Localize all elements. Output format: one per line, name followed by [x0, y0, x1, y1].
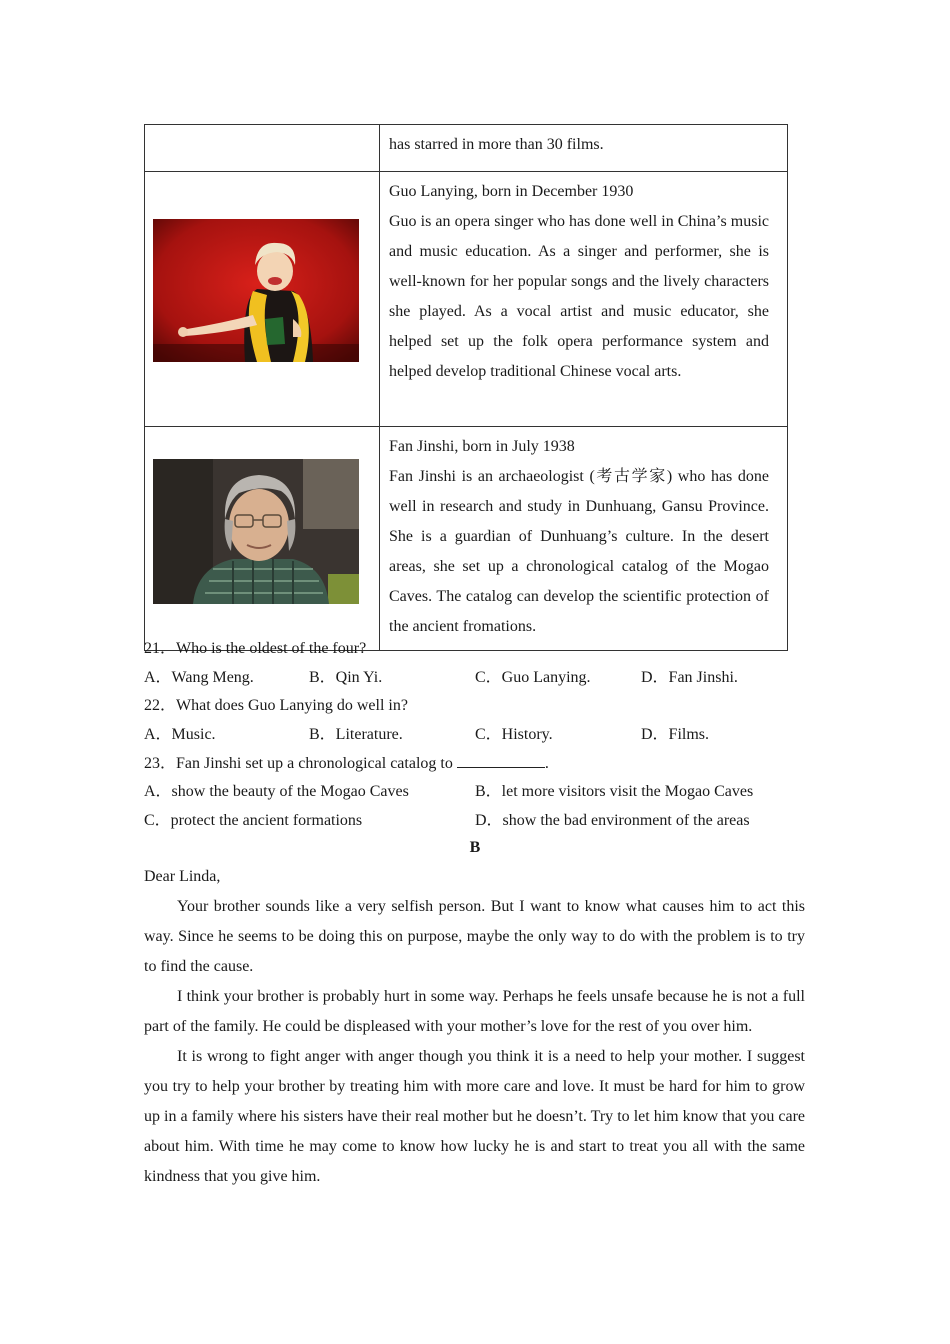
question-stem: 21．Who is the oldest of the four?	[144, 640, 367, 657]
letter-paragraph: Your brother sounds like a very selfish person. But I want to know what causes him to act this way. Since he seems to be doing this on purpose, maybe the only way to do with the problem is to try to find the cause.	[144, 898, 805, 975]
question-stem-end: .	[544, 755, 549, 772]
bio-cell	[380, 172, 788, 427]
people-table	[144, 124, 788, 651]
letter-paragraph: It is wrong to fight anger with anger though you think it is a need to help your mother. I suggest you try to help your brother by treating him with more care and love. It must be hard for him to grow up in a family where his sisters have their real mother but he doesn’t. Try to let him know that you care about him. With time he may come to know how lucky he is and start to treat you all with the same kindness that you give him.	[144, 1048, 805, 1185]
bio-cell	[380, 125, 788, 172]
guo-lanying-photo	[153, 219, 359, 362]
answer-option: B．Qin Yi.	[309, 669, 383, 686]
letter-paragraph: I think your brother is probably hurt in some way. Perhaps he feels unsafe because he is not a full part of the family. He could be displeased with your mother’s love for the rest of you over him.	[144, 988, 805, 1035]
answer-option: B．Literature.	[309, 726, 403, 743]
table-row	[145, 427, 788, 651]
question-stem: 22．What does Guo Lanying do well in?	[144, 697, 408, 714]
question-stem-text: 23．Fan Jinshi set up a chronological catalog to	[144, 755, 457, 772]
answer-option: C．Guo Lanying.	[475, 669, 591, 686]
photo-cell	[145, 427, 380, 651]
letter-greeting: Dear Linda,	[144, 868, 221, 885]
answer-option: D．Films.	[641, 726, 710, 743]
answer-option: B．let more visitors visit the Mogao Caves	[475, 783, 754, 800]
bio-text: Fan Jinshi is an archaeologist (考古学家) who has done well in research and study in Dunhuang, Gansu Province. She is a guardian of Dunhuang’s culture. In the desert areas, she set up a chronological catalog of the Mogao Caves. The catalog can develop the scientific protection of the ancient fromations.	[389, 468, 769, 635]
photo-cell	[145, 172, 380, 427]
section-heading: B	[469, 839, 481, 856]
person-name: Fan Jinshi, born in July 1938	[389, 438, 575, 455]
answer-option: A．Music.	[144, 726, 216, 743]
answer-option: C．protect the ancient formations	[144, 812, 363, 829]
answer-option: C．History.	[475, 726, 553, 743]
fan-jinshi-photo	[153, 459, 359, 604]
answer-option: A．show the beauty of the Mogao Caves	[144, 783, 409, 800]
answer-blank	[457, 753, 545, 768]
table-row	[145, 172, 788, 427]
bio-text: has starred in more than 30 films.	[389, 136, 604, 153]
empty-photo-cell	[145, 125, 380, 172]
letter-body	[144, 862, 805, 1192]
bio-cell	[380, 427, 788, 651]
person-name: Guo Lanying, born in December 1930	[389, 183, 634, 200]
bio-text: Guo is an opera singer who has done well in China’s music and music education. As a singer and performer, she is well-known for her popular songs and the lively characters she played. As a vocal artist and music educator, she helped set up the folk opera performance system and helped develop traditional Chinese vocal arts.	[389, 213, 769, 380]
answer-option: D．show the bad environment of the areas	[475, 812, 750, 829]
answer-option: D．Fan Jinshi.	[641, 669, 738, 686]
question-stem	[144, 753, 549, 774]
answer-option: A．Wang Meng.	[144, 669, 254, 686]
table-row	[145, 125, 788, 172]
